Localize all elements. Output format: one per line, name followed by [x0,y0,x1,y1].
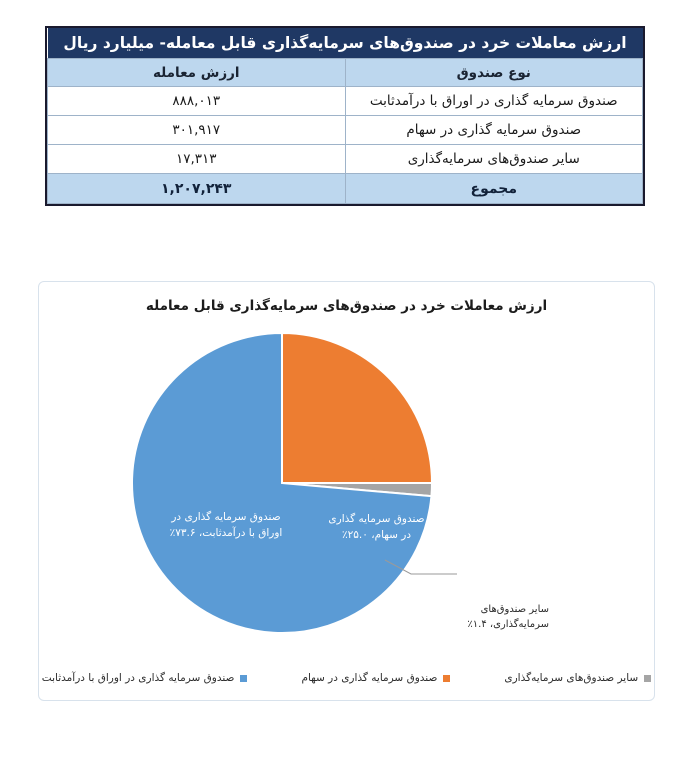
cell-trade-value: ۱۷,۳۱۳ [48,145,346,174]
column-header-fund-type: نوع صندوق [345,59,643,87]
pie-chart-card [38,281,655,701]
legend-label: صندوق سرمایه گذاری در اوراق با درآمدثابت [41,672,235,684]
pie-plot-area [39,322,656,652]
legend-swatch-icon [644,675,651,682]
pie-svg [39,322,656,652]
cell-trade-value: ۳۰۱,۹۱۷ [48,116,346,145]
cell-fund-type: صندوق سرمایه گذاری در سهام [345,116,643,145]
legend-item-other-funds[interactable] [504,672,651,684]
legend-label: سایر صندوق‌های سرمایه‌گذاری [504,672,639,684]
legend-swatch-icon [240,675,247,682]
table-row [48,116,643,145]
chart-legend [39,672,654,684]
cell-fund-type: سایر صندوق‌های سرمایه‌گذاری [345,145,643,174]
column-header-trade-value: ارزش معامله [48,59,346,87]
table-title-row [48,28,643,59]
cell-total-label: مجموع [345,174,643,204]
pie-slices [132,333,432,633]
cell-total-value: ۱,۲۰۷,۲۴۳ [48,174,346,204]
legend-item-fixed-income[interactable] [42,672,248,684]
pie-label-equity: صندوق سرمایه گذاری در سهام، ۲۵.۰٪ [328,513,425,541]
legend-item-equity[interactable] [301,672,450,684]
table-total-row [48,174,643,204]
fund-value-table [45,26,645,206]
cell-fund-type: صندوق سرمایه گذاری در اوراق با درآمدثابت [345,87,643,116]
pie-label-fixed-income: صندوق سرمایه گذاری در اوراق با درآمدثابت، ۷۳.۶٪ [169,511,283,539]
table-title: ارزش معاملات خرد در صندوق‌های سرمایه‌گذاری قابل معامله- میلیارد ریال [48,28,643,59]
legend-label: صندوق سرمایه گذاری در سهام [301,672,438,684]
legend-swatch-icon [443,675,450,682]
pie-slice-equity[interactable] [282,333,432,483]
chart-title: ارزش معاملات خرد در صندوق‌های سرمایه‌گذاری قابل معامله [145,298,548,314]
table-row [48,145,643,174]
table-header-row [48,59,643,87]
pie-label-other-funds: سایر صندوق‌های سرمایه‌گذاری، ۱.۴٪ [467,604,549,630]
table [47,28,643,204]
table-row [48,87,643,116]
cell-trade-value: ۸۸۸,۰۱۳ [48,87,346,116]
